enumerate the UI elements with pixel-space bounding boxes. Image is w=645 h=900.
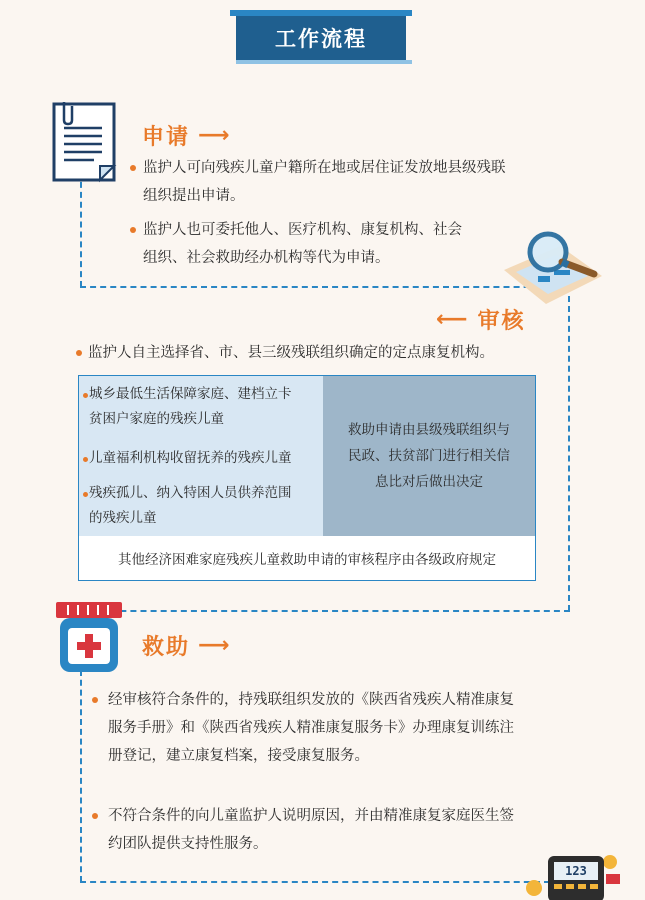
apply-item-1	[143, 154, 583, 210]
aid-item-1-line-3: 册登记，建立康复档案，接受康复服务。	[108, 748, 369, 764]
flow-line-1-vertical	[80, 172, 82, 287]
aid-item-1	[108, 686, 578, 770]
apply-item-1-line-2: 组织提出申请。	[143, 188, 245, 204]
bullet-dot	[92, 697, 98, 703]
calculator-display-text: 123	[565, 864, 587, 878]
review-table-left-item-3-line-2: 的残疾儿童	[89, 510, 157, 526]
review-table-left-cell	[79, 376, 323, 536]
review-table-bottom-cell	[79, 536, 535, 580]
section-title-aid-text: 救助	[142, 635, 191, 660]
bullet-dot	[76, 350, 82, 356]
review-table-left-item-1-line-2: 贫困户家庭的残疾儿童	[89, 411, 224, 427]
aid-item-2-line-2: 约团队提供支持性服务。	[108, 836, 268, 852]
aid-item-2	[108, 802, 578, 858]
review-table-right-line-1: 救助申请由县级残联组织与	[348, 422, 510, 438]
review-table-left-item-3-line-1: 残疾孤儿、纳入特困人员供养范围	[89, 485, 292, 501]
flow-line-3-vertical	[80, 670, 82, 882]
bullet-dot	[83, 492, 88, 497]
arrow-right-icon: ⟶	[198, 633, 232, 658]
flow-line-3-horizontal	[80, 881, 550, 883]
aid-item-1-line-1: 经审核符合条件的，持残联组织发放的《陕西省残疾人精准康复	[108, 692, 514, 708]
review-table-left-item-1	[89, 382, 319, 432]
calculator-display	[554, 862, 598, 880]
page-title	[236, 16, 406, 60]
review-table-right-line-3: 息比对后做出决定	[375, 474, 483, 490]
document-icon	[50, 100, 122, 188]
review-table-left-item-2-line-1: 儿童福利机构收留抚养的残疾儿童	[89, 450, 292, 466]
section-title-aid	[142, 630, 232, 661]
section-title-review	[436, 304, 526, 335]
review-table-right-cell	[323, 376, 535, 536]
review-intro: 监护人自主选择省、市、县三级残联组织确定的定点康复机构。	[88, 345, 494, 361]
arrow-right-icon: ⟶	[198, 123, 232, 148]
apply-item-2-line-1: 监护人也可委托他人、医疗机构、康复机构、社会	[143, 222, 462, 238]
aid-item-2-line-1: 不符合条件的向儿童监护人说明原因，并由精准康复家庭医生签	[108, 808, 514, 824]
medicine-jar-icon	[54, 600, 124, 680]
bullet-dot	[92, 813, 98, 819]
bullet-dot	[130, 165, 136, 171]
bullet-dot	[83, 457, 88, 462]
review-table	[78, 375, 536, 581]
flow-line-1-horizontal	[80, 286, 570, 288]
section-title-review-text: 审核	[477, 309, 526, 334]
review-table-bottom-text: 其他经济困难家庭残疾儿童救助申请的审核程序由各级政府规定	[118, 552, 496, 568]
review-table-left-item-1-line-1: 城乡最低生活保障家庭、建档立卡	[89, 386, 292, 402]
review-table-right-line-2: 民政、扶贫部门进行相关信	[348, 448, 510, 464]
bullet-dot	[83, 393, 88, 398]
magnifier-icon	[498, 228, 608, 312]
apply-item-1-line-1: 监护人可向残疾儿童户籍所在地或居住证发放地县级残联	[143, 160, 506, 176]
page-title-text: 工作流程	[275, 27, 367, 51]
review-table-right-text	[344, 417, 514, 495]
apply-item-2-line-2: 组织、社会救助经办机构等代为申请。	[143, 250, 390, 266]
arrow-left-icon: ⟵	[436, 307, 470, 332]
review-table-left-item-2	[89, 446, 319, 471]
flow-line-2-vertical	[568, 286, 570, 611]
apply-item-2	[143, 216, 523, 272]
bullet-dot	[130, 227, 136, 233]
flow-line-2-horizontal	[80, 610, 570, 612]
section-title-apply	[142, 120, 232, 151]
aid-item-1-line-2: 服务手册》和《陕西省残疾人精准康复服务卡》办理康复训练注	[108, 720, 514, 736]
section-title-apply-text: 申请	[142, 125, 191, 150]
review-table-left-item-3	[89, 481, 319, 531]
